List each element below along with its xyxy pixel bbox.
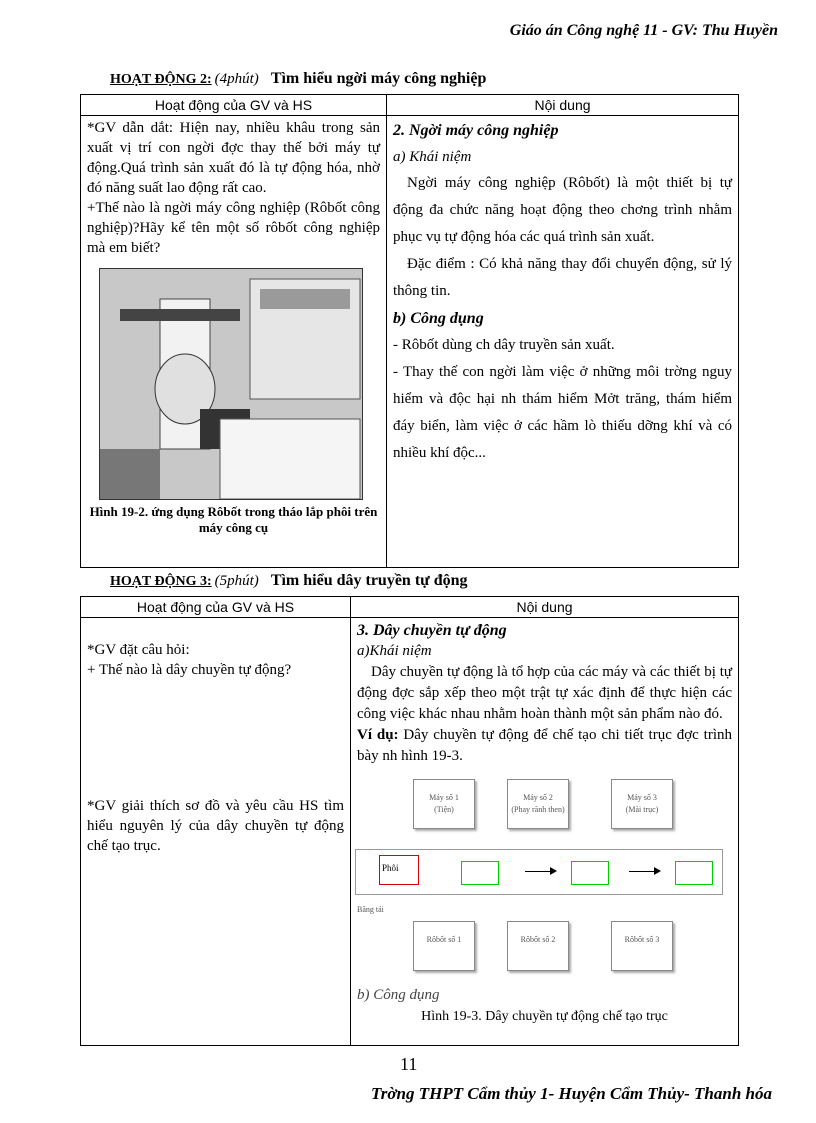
- activity2-left-cell: [81, 116, 387, 568]
- page-number: 11: [400, 1054, 418, 1074]
- activity2-left-p1: *GV dẫn dắt: Hiện nay, nhiều khâu trong sản xuất vị trí con ngời đợc thay thế bởi máy tự động.Quá trình sản xuất đó là tự động hóa, nhờ đó năng suất lao động rất cao.: [87, 120, 380, 196]
- activity2-right-p4: - Thay thế con ngời làm việc ở những môi trờng nguy hiểm và độc hại nh thám hiểm Mởt trăng, thám hiểm đáy biển, làm việc ở các hầm lò thiếu dỡng khí và có nhiều khí độc...: [393, 364, 732, 461]
- activity3-time: (5phút): [214, 573, 259, 589]
- activity3-sub-b: b) Công dụng: [357, 987, 440, 1003]
- example-text: Dây chuyền tự động để chế tạo chi tiết trục đợc trình bày nh hình 19-3.: [357, 727, 732, 764]
- activity3-col-left: Hoạt động của GV và HS: [81, 597, 351, 618]
- conveyor-label: Băng tải: [357, 905, 384, 914]
- activity3-heading: [110, 572, 468, 590]
- activity2-time: (4phút): [214, 71, 259, 87]
- activity2-right-p3: - Rôbốt dùng ch dây truyền sản xuất.: [393, 337, 615, 353]
- activity2-right-cell: [387, 116, 739, 568]
- activity2-label: HOẠT ĐỘNG 2:: [110, 72, 212, 87]
- activity3-right-vd: [357, 725, 732, 767]
- part-1: [461, 861, 499, 885]
- robot-photo: [99, 268, 363, 500]
- example-label: Ví dụ:: [357, 727, 399, 743]
- robot-1: Rôbốt số 1: [413, 921, 475, 971]
- activity2-right-p1: Ngời máy công nghiệp (Rôbốt) là một thiết bị tự động đa chức năng hoạt động theo chơng trình nhằm phục vụ tự động hóa các quá trình sản xuất.: [393, 175, 732, 245]
- activity3-left-cell: [81, 618, 351, 1046]
- part-3: [675, 861, 713, 885]
- activity2-left-p2: +Thế nào là ngời máy công nghiệp (Rôbốt công nghiệp)?Hãy kể tên một số rôbốt công nghiệp mà em biết?: [87, 200, 380, 256]
- part-2: [571, 861, 609, 885]
- robot-2: Rôbốt số 2: [507, 921, 569, 971]
- arrow-1: [525, 871, 555, 872]
- activity3-left-p2: + Thế nào là dây chuyền tự động?: [87, 662, 292, 678]
- activity2-title: Tìm hiểu ngời máy công nghiệp: [270, 70, 487, 87]
- activity2-col-left: Hoạt động của GV và HS: [81, 95, 387, 116]
- figure-19-3-caption: Hình 19-3. Dây chuyền tự động chế tạo trục: [421, 1009, 668, 1024]
- activity2-col-right: Nội dung: [387, 95, 739, 116]
- arrow-2: [629, 871, 659, 872]
- workpiece-box: Phôi: [379, 855, 419, 885]
- page-header: Giáo án Công nghệ 11 - GV: Thu Huyền: [509, 22, 778, 39]
- machine-1: Máy số 1 (Tiện): [413, 779, 475, 829]
- robot-3: Rôbốt số 3: [611, 921, 673, 971]
- activity3-right-p1: Dây chuyền tự động là tổ hợp của các máy và các thiết bị tự động đợc sắp xếp theo một trật tự xác định để thực hiện các công việc khác nhau nhằm hoàn thành một sản phẩm nào đó.: [357, 664, 732, 722]
- activity2-sub-b: b) Công dụng: [393, 310, 484, 327]
- activity3-left-p3: *GV giải thích sơ đồ và yêu cầu HS tìm hiểu nguyên lý của dây chuyền tự động chế tạo trục.: [87, 798, 344, 854]
- activity2-right-title: 2. Ngời máy công nghiệp: [393, 122, 559, 139]
- activity3-col-right: Nội dung: [351, 597, 739, 618]
- robot-illustration: [100, 269, 362, 499]
- activity3-label: HOẠT ĐỘNG 3:: [110, 574, 212, 589]
- activity3-sub-a: a)Khái niệm: [357, 643, 432, 659]
- activity3-right-cell: [351, 618, 739, 1046]
- activity2-right-p2: Đặc điểm : Có khả năng thay đổi chuyển động, sử lý thông tin.: [393, 256, 732, 299]
- activity2-sub-a: a) Khái niệm: [393, 149, 472, 165]
- page-footer: Trờng THPT Cẩm thủy 1- Huyện Cẩm Thủy- Thanh hóa: [371, 1084, 772, 1103]
- production-line-diagram: [357, 775, 735, 985]
- machine-3: Máy số 3 (Mài trục): [611, 779, 673, 829]
- activity2-heading: [110, 70, 486, 88]
- activity2-table: [80, 94, 739, 568]
- activity3-title: Tìm hiểu dây truyền tự động: [270, 572, 468, 589]
- figure-19-2-caption: Hình 19-2. ứng dụng Rôbốt trong tháo lắp phôi trên máy công cụ: [89, 504, 378, 535]
- activity3-table: [80, 596, 739, 1046]
- activity3-right-title: 3. Dây chuyền tự động: [357, 622, 507, 639]
- machine-2: Máy số 2 (Phay rãnh then): [507, 779, 569, 829]
- activity3-left-p1: *GV đặt câu hỏi:: [87, 642, 190, 658]
